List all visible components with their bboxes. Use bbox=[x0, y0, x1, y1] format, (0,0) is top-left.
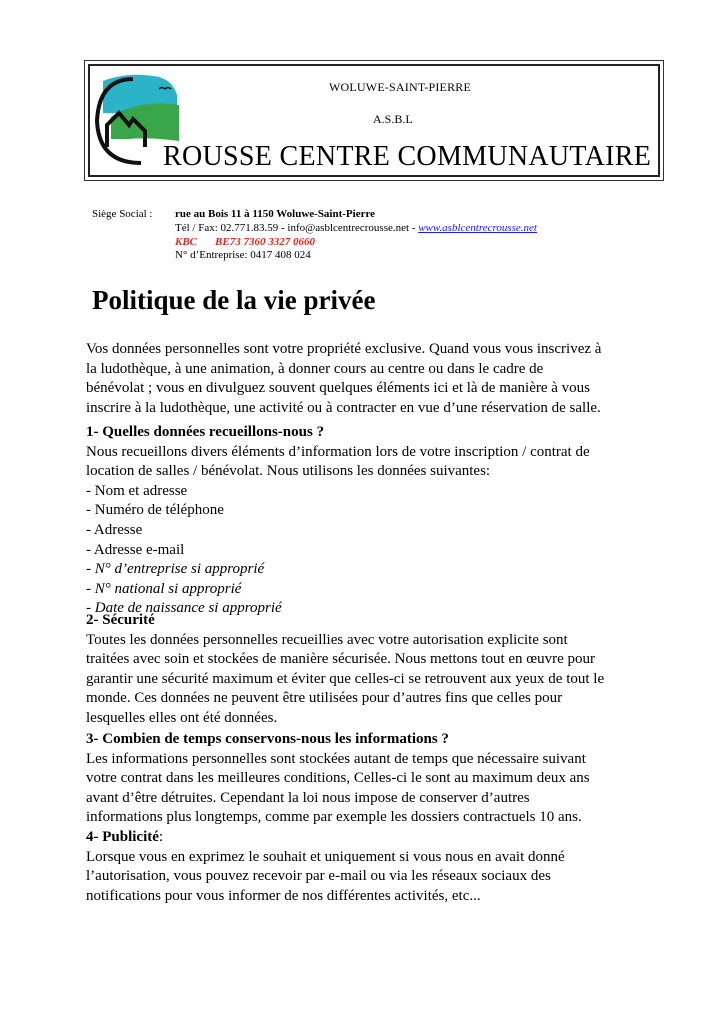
section-data-collected bbox=[86, 423, 656, 619]
section-line: l’autorisation, vous pouvez recevoir par e-mail ou via les réseaux sociaux des bbox=[86, 868, 551, 885]
section-heading-line bbox=[86, 828, 656, 848]
section-line: informations plus longtemps, comme par exemple les dossiers contractuels 10 ans. bbox=[86, 809, 582, 826]
intro-line: la ludothèque, à une animation, à donner cours au centre ou dans le cadre de bbox=[86, 360, 544, 377]
section-heading: 3- Combien de temps conservons-nous les informations ? bbox=[86, 731, 449, 747]
contact-label: Siège Social : bbox=[92, 208, 153, 220]
intro-line: Vos données personnelles sont votre propriété exclusive. Quand vous vous inscrivez à bbox=[86, 341, 602, 357]
contact-tel-line bbox=[175, 221, 537, 235]
list-item: - Adresse bbox=[86, 521, 143, 538]
website-link[interactable]: www.asblcentrecrousse.net bbox=[418, 222, 537, 234]
section-line: traitées avec soin et stockées de manière sécurisée. Nous mettons tout en œuvre pour bbox=[86, 651, 595, 668]
section-line: avant d’être détruites. Cependant la loi nous impose de conserver d’autres bbox=[86, 789, 530, 806]
list-item-optional: - N° d’entreprise si approprié bbox=[86, 561, 265, 578]
list-item-optional: - N° national si approprié bbox=[86, 580, 242, 597]
header-city: WOLUWE-SAINT-PIERRE bbox=[329, 80, 472, 94]
contact-enterprise-number: N° d’Entreprise: 0417 408 024 bbox=[175, 249, 311, 261]
section-heading-colon: : bbox=[158, 829, 164, 845]
section-heading: 1- Quelles données recueillons-nous ? bbox=[86, 424, 325, 440]
contact-bank bbox=[175, 235, 315, 249]
section-line: notifications pour vous informer de nos différentes activités, etc... bbox=[86, 887, 481, 904]
section-line: Toutes les données personnelles recueillies avec votre autorisation explicite sont bbox=[86, 631, 568, 648]
header-asbl: A.S.B.L bbox=[373, 112, 413, 126]
section-advertising bbox=[86, 828, 656, 906]
section-line: votre contrat dans les meilleures conditions, Celles-ci le sont au maximum deux ans bbox=[86, 770, 590, 787]
header-org-name: ROUSSE CENTRE COMMUNAUTAIRE bbox=[163, 141, 652, 172]
list-item: - Adresse e-mail bbox=[86, 541, 185, 558]
intro-line: bénévolat ; vous en divulguez souvent quelques éléments ici et là de manière à vous bbox=[86, 380, 591, 397]
bank-name: KBC bbox=[175, 236, 198, 248]
section-line: garantir une sécurité maximum et éviter que celles-ci se retrouvent aux yeux de tout le bbox=[86, 670, 605, 687]
section-heading: 4- Publicité bbox=[86, 829, 159, 845]
page-title: Politique de la vie privée bbox=[92, 285, 376, 315]
bank-account: BE73 7360 3327 0660 bbox=[215, 236, 315, 248]
section-retention bbox=[86, 730, 656, 828]
section-line: Lorsque vous en exprimez le souhait et uniquement si vous nous en avait donné bbox=[86, 848, 565, 865]
section-heading: 2- Sécurité bbox=[86, 612, 155, 628]
section-line: monde. Ces données ne peuvent être utilisées pour d’autres fins que celles pour bbox=[86, 690, 563, 707]
section-line: Les informations personnelles sont stockées autant de temps que nécessaire suivant bbox=[86, 750, 586, 767]
list-item: - Numéro de téléphone bbox=[86, 502, 224, 519]
letterhead-box bbox=[84, 60, 664, 181]
section-line: location de salles / bénévolat. Nous utilisons les données suivantes: bbox=[86, 463, 491, 480]
section-line: Nous recueillons divers éléments d’information lors de votre inscription / contrat de bbox=[86, 443, 590, 460]
list-item-optional: - Date de naissance si approprié bbox=[86, 600, 282, 617]
section-line: lesquelles elles ont été données. bbox=[86, 709, 278, 726]
intro-line: inscrire à la ludothèque, une activité ou à contracter en vue d’une réservation de salle. bbox=[86, 399, 601, 416]
intro-paragraph bbox=[86, 340, 646, 418]
contact-address: rue au Bois 11 à 1150 Woluwe-Saint-Pierre bbox=[175, 208, 376, 220]
list-item: - Nom et adresse bbox=[86, 482, 188, 499]
contact-tel-fax-email: Tél / Fax: 02.771.83.59 - info@asblcentrecrousse.net - bbox=[175, 222, 419, 234]
section-security bbox=[86, 611, 656, 729]
